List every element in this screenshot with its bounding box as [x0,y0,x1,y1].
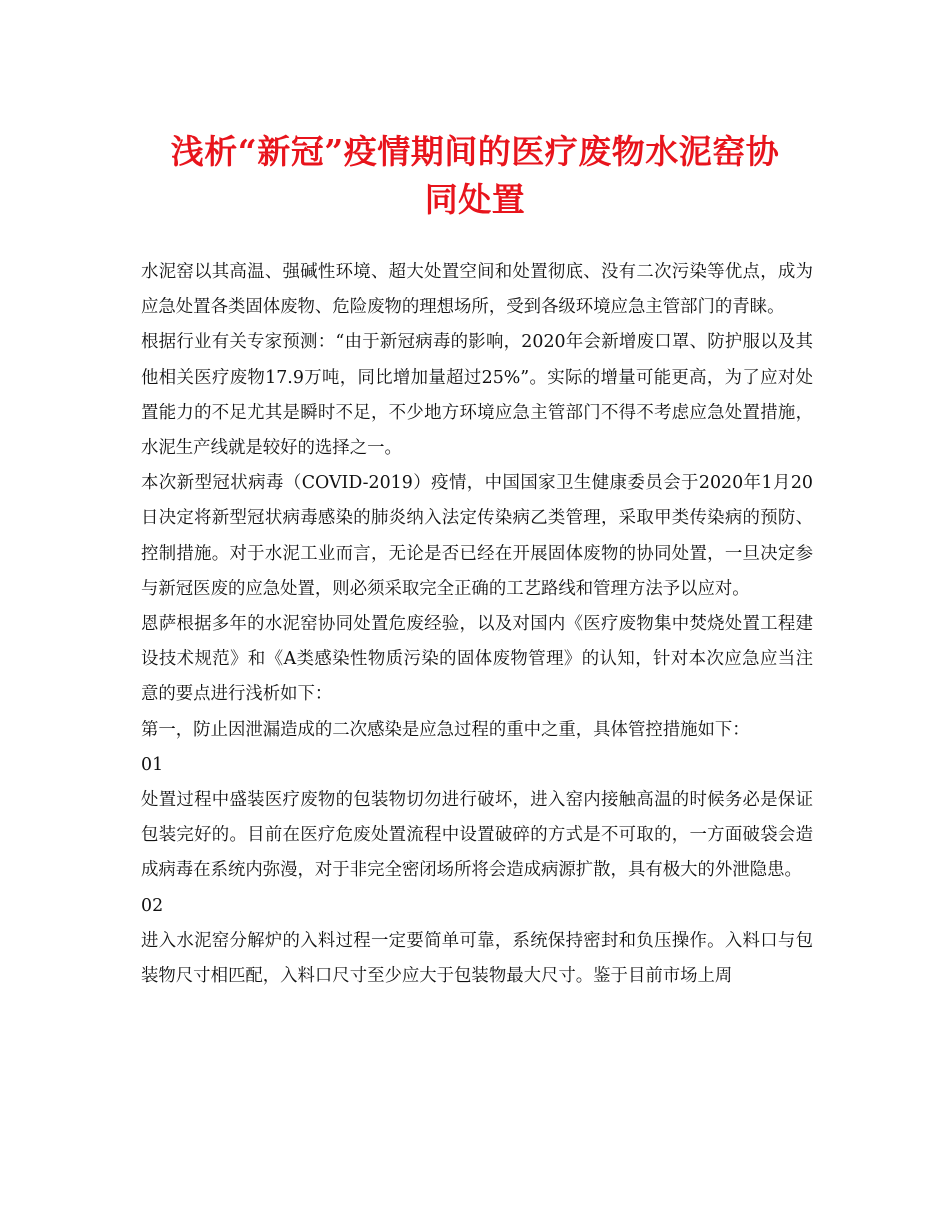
document-body [141,255,813,994]
paragraph-intro: 水泥窑以其高温、强碱性环境、超大处置空间和处置彻底、没有二次污染等优点，成为应急处置各类固体废物、危险废物的理想场所，受到各级环境应急主管部门的青睐。 [141,262,813,318]
title-line-2: 同处置 [424,180,526,219]
item-number-02: 02 [141,895,164,916]
paragraph-ensa: 恩萨根据多年的水泥窑协同处置危废经验，以及对国内《医疗废物集中焚烧处置工程建设技术规范》和《A类感染性物质污染的固体废物管理》的认知，针对本次应急应当注意的要点进行浅析如下： [141,614,813,705]
item-number-01: 01 [141,754,164,775]
paragraph-covid: 本次新型冠状病毒（COVID-2019）疫情，中国国家卫生健康委员会于2020年1月20日决定将新型冠状病毒感染的肺炎纳入法定传染病乙类管理，采取甲类传染病的预防、控制措施。对于水泥工业而言，无论是否已经在开展固体废物的协同处置，一旦决定参与新冠医废的应急处置，则必须采取完全正确的工艺路线和管理方法予以应对。 [141,473,813,599]
paragraph-first-point: 第一，防止因泄漏造成的二次感染是应急过程的重中之重，具体管控措施如下： [141,719,750,740]
paragraph-forecast: 根据行业有关专家预测：“由于新冠病毒的影响，2020年会新增废口罩、防护服以及其他相关医疗废物17.9万吨，同比增加量超过25%”。实际的增量可能更高，为了应对处置能力的不足尤其是瞬时不足，不少地方环境应急主管部门不得不考虑应急处置措施，水泥生产线就是较好的选择之一。 [141,332,813,459]
title-line-1: 浅析“新冠”疫情期间的医疗废物水泥窑协 [170,132,780,171]
paragraph-item-02: 进入水泥窑分解炉的入料过程一定要简单可靠，系统保持密封和负压操作。入料口与包装物尺寸相匹配，入料口尺寸至少应大于包装物最大尺寸。鉴于目前市场上周 [141,930,813,987]
paragraph-item-01: 处置过程中盛装医疗废物的包装物切勿进行破坏，进入窑内接触高温的时候务必是保证包装完好的。目前在医疗危废处置流程中设置破碎的方式是不可取的，一方面破袋会造成病毒在系统内弥漫，对于非完全密闭场所将会造成病源扩散，具有极大的外泄隐患。 [141,790,813,881]
document-title [120,128,830,224]
